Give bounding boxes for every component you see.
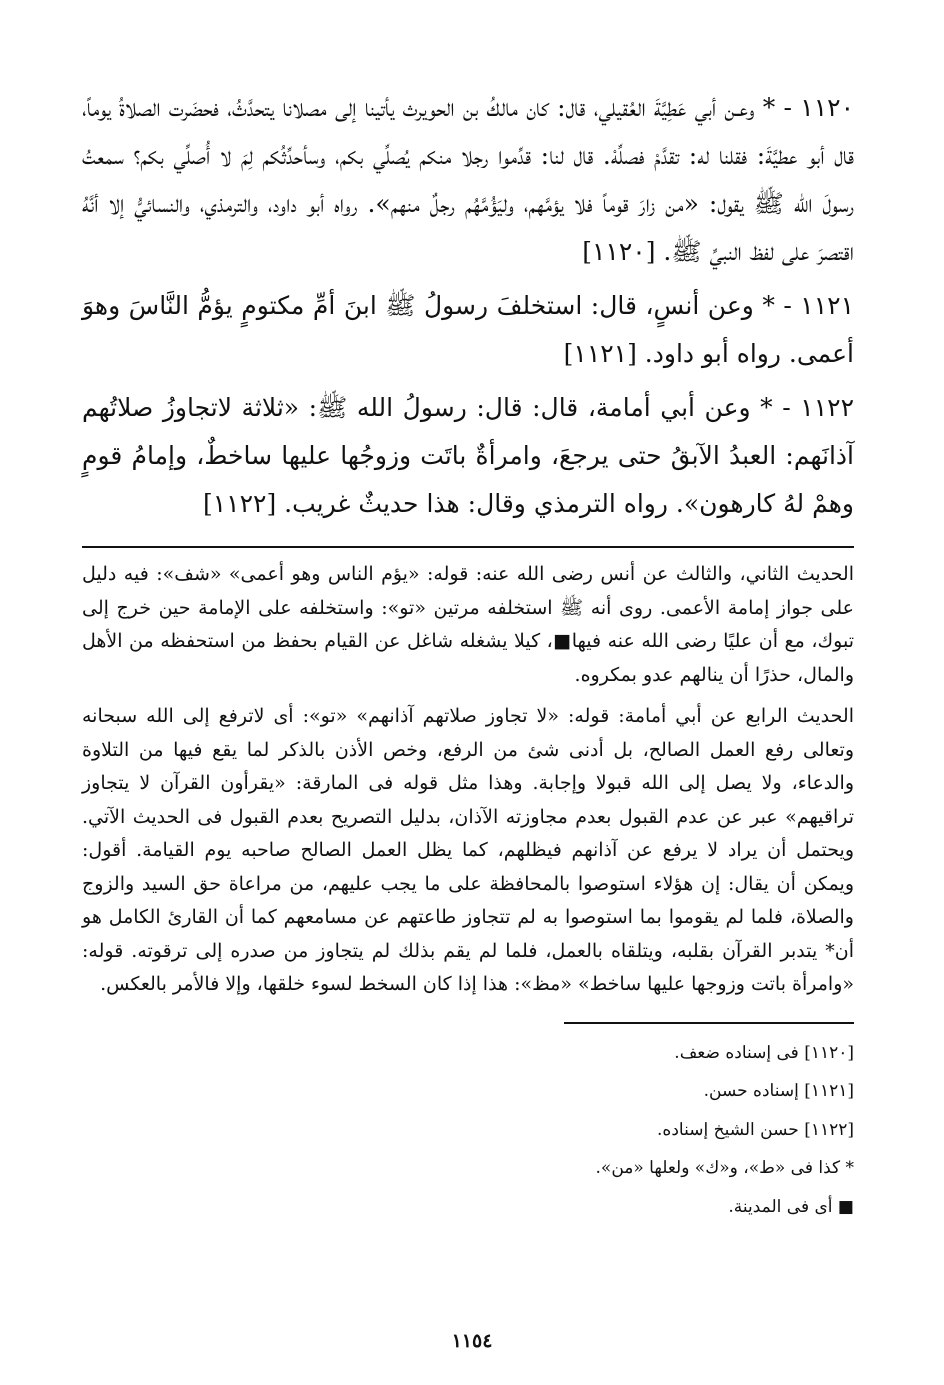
hadith-1122: ١١٢٢ - * وعن أبي أمامة، قال: قال: رسولُ الله ﷺ: «ثلاثة لاتجاوزُ صلاتُهم آذانَهم: العبدُ الآبقُ حتى يرجعَ، وامرأةٌ باتَت وزوجُها عليها ساخطٌ، وإمامُ قومٍ وهمْ لهُ كارهون». رواه الترمذي وقال: هذا حديثٌ غريب. [١١٢٢] (82, 393, 854, 518)
section-divider (82, 546, 854, 548)
commentary-section (82, 558, 854, 1002)
footnote-square: ■ أى فى المدينة. (728, 1196, 854, 1217)
book-page (82, 84, 854, 1226)
hadith-1120: ١١٢٠ - * وعـن أبي عَطِيَّةَ العُقيلي، قال: كان مالكُ بن الحويرث يأتينا إلى مصلانا يتحدَّثُ، فحضَرت الصلاةُ يوماً، قال أبو عطيَّةَ: فقلنا له: تقدَّمْ فصلِّهْ. قال لنا: قدِّموا رجلا منكم يُصلِّي بكم، وسأحدِّثُكم لِمَ لا أُصلِّي بكم؟ سمعتُ رسولَ الله ﷺ يقول: «من زارَ قوماً فلا يؤمَّهم، وليَؤُمَّهُم رجلٌ منهم». رواه أبو داود، والترمذي، والنسائيُّ إلا أنَّهُ اقتصرَ على لفظ النبيِّ ﷺ. [١١٢٠] (82, 93, 854, 266)
footnote-1120: [١١٢٠] فى إسناده ضعف. (674, 1042, 854, 1063)
commentary-paragraph-2: الحديث الرابع عن أبي أمامة: قوله: «لا تجاوز صلاتهم آذانهم» «تو»: أى لاترفع إلى الله سبحانه وتعالى رفع العمل الصالح، بل أدنى شئ من الرفع، وخص الأذن بالذكر لما يقع فيها من التلاوة والدعاء، ولا يصل إلى الله قبولا وإجابة. وهذا مثل قوله فى المارقة: «يقرأون القرآن لا يتجاوز تراقيهم» عبر عن عدم القبول بعدم مجاوزته الآذان، بدليل التصريح بعدم القبول فى الحديث الآتي. ويحتمل أن يراد لا يرفع عن آذانهم فيظلهم، كما يظل العمل الصالح صاحبه يوم القيامة. أقول: ويمكن أن يقال: إن هؤلاء استوصوا بالمحافظة على ما يجب عليهم، من مراعاة حق السيد والزوج والصلاة، فلما لم يقوموا بما استوصوا به لم تتجاوز طاعتهم عن مسامعهم كما أن القارئ الكامل هو أن* يتدبر القرآن بقلبه، ويتلقاه بالعمل، فلما لم يقم بذلك لم يتجاوز من صدره إلى ترقوته. قوله: «وامرأة باتت وزوجها عليها ساخط» «مظ»: هذا إذا كان السخط لسوء خلقها، وإلا فالأمر بالعكس. (82, 705, 854, 995)
page-number: ١١٥٤ (451, 1330, 493, 1352)
footnote-divider (564, 1022, 854, 1024)
footnotes-list (82, 1034, 854, 1227)
hadith-1121: ١١٢١ - * وعن أنسٍ، قال: استخلفَ رسولُ ﷺ ابنَ أمِّ مكتومٍ يؤمُّ النَّاسَ وهوَ أعمى. رواه أبو داود. [١١٢١] (82, 291, 854, 368)
hadith-section (82, 84, 854, 528)
footnote-1121: [١١٢١] إسناده حسن. (703, 1081, 854, 1101)
commentary-paragraph-1: الحديث الثاني، والثالث عن أنس رضى الله عنه: قوله: «يؤم الناس وهو أعمى» «شف»: فيه دليل على جواز إمامة الأعمى. روى أنه ﷺ استخلفه مرتين «تو»: واستخلفه على الإمامة حين خرج إلى تبوك، مع أن عليًا رضى الله عنه فيها■، كيلا يشغله شاغل عن القيام بحفظ من استحفظه من الأهل والمال، حذرًا أن ينالهم عدو بمكروه. (82, 563, 854, 686)
footnote-asterisk: * كذا فى «ط»، و«ك» ولعلها «من». (595, 1158, 854, 1178)
footnote-1122: [١١٢٢] حسن الشيخ إسناده. (657, 1119, 854, 1140)
